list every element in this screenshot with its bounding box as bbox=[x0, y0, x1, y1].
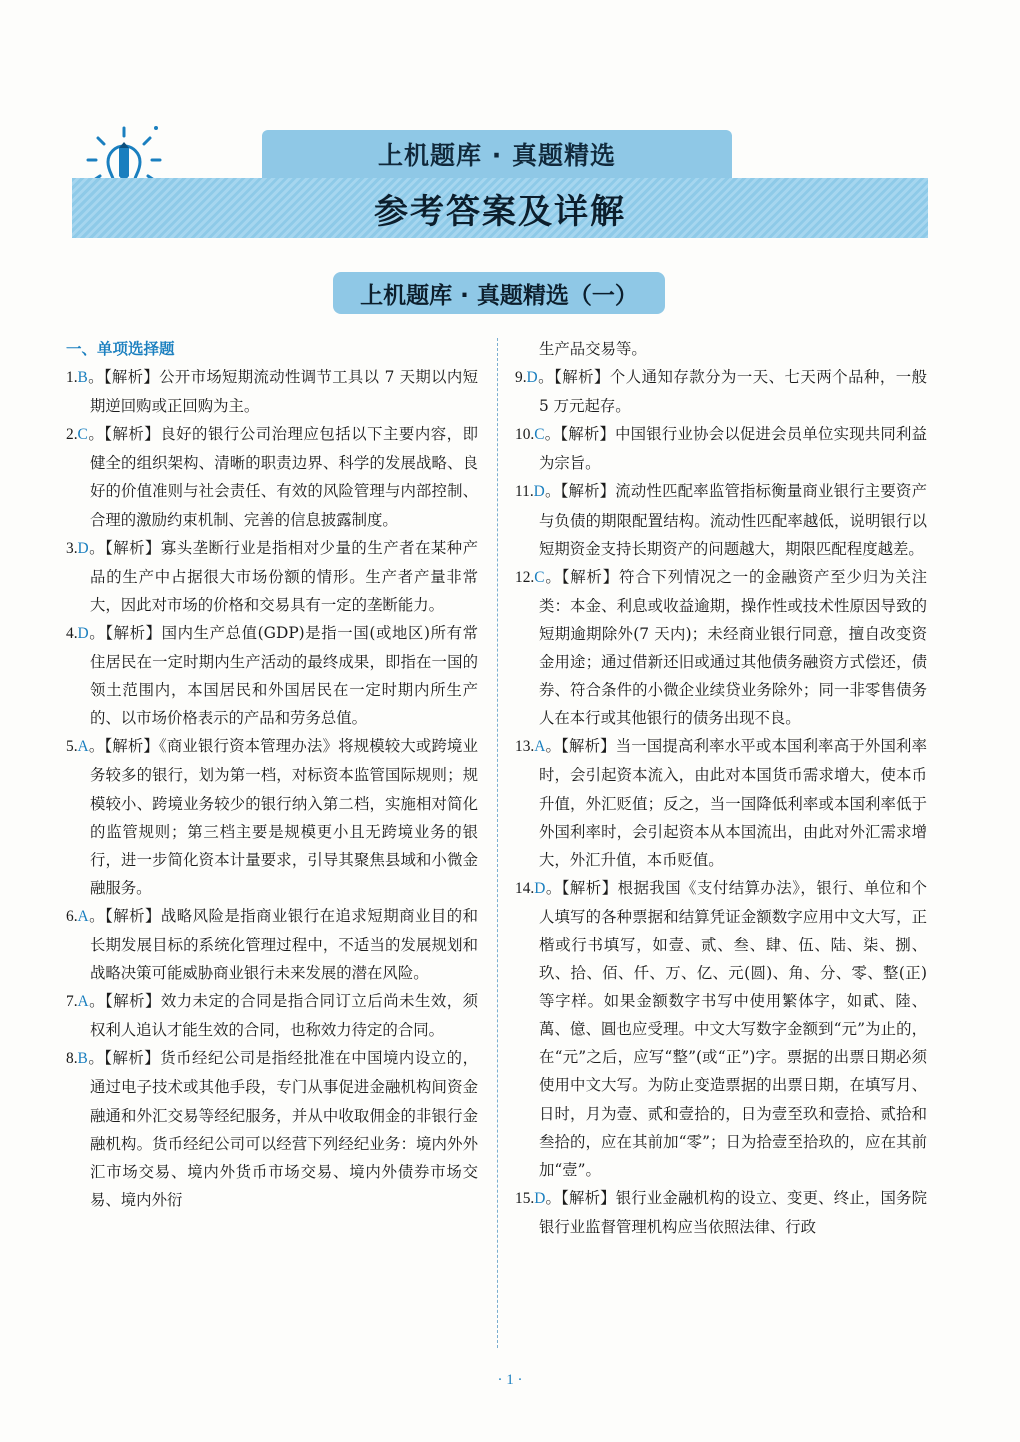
answer-letter: A bbox=[534, 738, 546, 756]
answer-item-10: 10.C。【解析】中国银行业协会以促进会员单位实现共同利益为宗旨。 bbox=[515, 425, 927, 473]
answer-item-11: 11.D。【解析】流动性匹配率监管指标衡量商业银行主要资产与负债的期限配置结构。流动性匹配率越低，说明银行以短期资金支持长期资产的问题越大，期限匹配程度越差。 bbox=[515, 482, 927, 558]
explanation-text: 。【解析】战略风险是指商业银行在追求短期商业目的和长期发展目标的系统化管理过程中，不适当的发展规划和战略决策可能威胁商业银行未来发展的潜在风险。 bbox=[88, 906, 478, 983]
explanation-text: 。【解析】中国银行业协会以促进会员单位实现共同利益为宗旨。 bbox=[539, 425, 927, 473]
answer-item-13: 13.A。【解析】当一国提高利率水平或本国利率高于外国利率时，会引起资本流入，由此对本国货币需求增大，使本币升值，外汇贬值；反之，当一国降低利率或本国利率低于外国利率时，会引起资本从本国流出，由此对外汇需求增大，外汇升值，本币贬值。 bbox=[515, 737, 927, 869]
answer-letter: D bbox=[526, 369, 538, 387]
answer-letter: A bbox=[77, 907, 89, 925]
answer-letter: D bbox=[77, 539, 89, 557]
answer-letter: B bbox=[77, 369, 88, 387]
explanation-text: 。【解析】公开市场短期流动性调节工具以 7 天期以内短期逆回购或正回购为主。 bbox=[87, 368, 478, 416]
banner-title bbox=[72, 178, 928, 238]
answer-item-9: 9.D。【解析】个人通知存款分为一天、七天两个品种，一般 5 万元起存。 bbox=[515, 368, 927, 416]
answer-letter: A bbox=[77, 993, 89, 1011]
answer-item-15: 15.D。【解析】银行业金融机构的设立、变更、终止，国务院银行业监督管理机构应当依照法律、行政 bbox=[515, 1188, 927, 1236]
banner-subtitle-text: 上机题库 · 真题精选 bbox=[378, 141, 616, 170]
answer-item-2: 2.C。【解析】良好的银行公司治理应包括以下主要内容，即健全的组织架构、清晰的职责边界、科学的发展战略、良好的价值准则与社会责任、有效的风险管理与内部控制、合理的激励约束机制、完善的信息披露制度。 bbox=[66, 425, 478, 529]
answer-item-8: 8.B。【解析】货币经纪公司是指经批准在中国境内设立的，通过电子技术或其他手段，专门从事促进金融机构间资金融通和外汇交易等经纪服务，并从中收取佣金的非银行金融机构。货币经纪公司可以经营下列经纪业务：境内外外汇市场交易、境内外货币市场交易、境内外债券市场交易、境内外衍 bbox=[66, 1049, 478, 1209]
column-divider bbox=[497, 338, 498, 1348]
answer-item-1: 1.B。【解析】公开市场短期流动性调节工具以 7 天期以内短期逆回购或正回购为主。 bbox=[66, 368, 478, 416]
answer-letter: D bbox=[77, 624, 89, 642]
answer-letter: B bbox=[77, 1050, 88, 1068]
answer-letter: C bbox=[77, 426, 88, 444]
right-column bbox=[515, 335, 927, 1241]
explanation-text: 。【解析】国内生产总值(GDP)是指一国(或地区)所有常住居民在一定时期内生产活动的最终成果，即指在一国的领土范围内，本国居民和外国居民在一定时期内所生产的、以市场价格表示的产品和劳务总值。 bbox=[88, 623, 478, 728]
answer-item-14: 14.D。【解析】根据我国《支付结算办法》，银行、单位和个人填写的各种票据和结算凭证金额数字应用中文大写，正楷或行书填写，如壹、贰、叁、肆、伍、陆、柒、捌、玖、拾、佰、仟、万、亿、元(圆)、角、分、零、整(正)等字样。如果金额数字书写中使用繁体字，如貳、陸、萬、億、圓也应受理。中文大写数字金额到“元”为止的，在“元”之后，应写“整”(或“正”)字。票据的出票日期必须使用中文大写。为防止变造票据的出票日期，在填写月、日时，月为壹、贰和壹拾的，日为壹至玖和壹拾、贰拾和叁拾的，应在其前加“零”；日为拾壹至拾玖的，应在其前加“壹”。 bbox=[515, 878, 927, 1179]
section-title-text: 上机题库 · 真题精选（一） bbox=[360, 282, 638, 309]
explanation-text: 。【解析】符合下列情况之一的金融资产至少归为关注类：本金、利息或收益逾期，操作性或技术性原因导致的短期逾期除外(7 天内)；未经商业银行同意，擅自改变资金用途；通过借新还旧或通过其他债务融资方式偿还，债券、符合条件的小微企业续贷业务除外；同一非零售债务人在本行或其他银行的债务出现不良。 bbox=[539, 567, 927, 728]
answer-item-6: 6.A。【解析】战略风险是指商业银行在追求短期商业目的和长期发展目标的系统化管理过程中，不适当的发展规划和战略决策可能威胁商业银行未来发展的潜在风险。 bbox=[66, 906, 478, 983]
explanation-text: 。【解析】货币经纪公司是指经批准在中国境内设立的，通过电子技术或其他手段，专门从事促进金融机构间资金融通和外汇交易等经纪服务，并从中收取佣金的非银行金融机构。货币经纪公司可以经营下列经纪业务：境内外外汇市场交易、境内外货币市场交易、境内外债券市场交易、境内外衍 bbox=[87, 1049, 478, 1209]
section-title bbox=[333, 272, 665, 314]
answer-letter: D bbox=[534, 879, 546, 897]
answer-letter: D bbox=[534, 1189, 546, 1207]
banner-subtitle bbox=[262, 130, 732, 178]
answer-item-7: 7.A。【解析】效力未定的合同是指合同订立后尚未生效，须权利人追认才能生效的合同，也称效力待定的合同。 bbox=[66, 992, 478, 1040]
explanation-text: 。【解析】流动性匹配率监管指标衡量商业银行主要资产与负债的期限配置结构。流动性匹配率越低，说明银行以短期资金支持长期资产的问题越大，期限匹配程度越差。 bbox=[539, 482, 927, 558]
explanation-text: 。【解析】良好的银行公司治理应包括以下主要内容，即健全的组织架构、清晰的职责边界、科学的发展战略、良好的价值准则与社会责任、有效的风险管理与内部控制、合理的激励约束机制、完善的信息披露制度。 bbox=[87, 425, 478, 529]
explanation-text: 。【解析】个人通知存款分为一天、七天两个品种，一般 5 万元起存。 bbox=[537, 368, 927, 416]
explanation-text: 。【解析】《商业银行资本管理办法》将规模较大或跨境业务较多的银行，划为第一档，对标资本监管国际规则；规模较小、跨境业务较少的银行纳入第二档，实施相对简化的监管规则；第三档主要是规模更小且无跨境业务的银行，进一步简化资本计量要求，引导其聚焦县域和小微金融服务。 bbox=[88, 737, 478, 897]
answer-item-4: 4.D。【解析】国内生产总值(GDP)是指一国(或地区)所有常住居民在一定时期内生产活动的最终成果，即指在一国的领土范围内，本国居民和外国居民在一定时期内所生产的、以市场价格表示的产品和劳务总值。 bbox=[66, 623, 478, 728]
explanation-text: 。【解析】银行业金融机构的设立、变更、终止，国务院银行业监督管理机构应当依照法律、行政 bbox=[539, 1188, 927, 1236]
explanation-text: 。【解析】根据我国《支付结算办法》，银行、单位和个人填写的各种票据和结算凭证金额数字应用中文大写，正楷或行书填写，如壹、贰、叁、肆、伍、陆、柒、捌、玖、拾、佰、仟、万、亿、元(圆)、角、分、零、整(正)等字样。如果金额数字书写中使用繁体字，如貳、陸、萬、億、圓也应受理。中文大写数字金额到“元”为止的，在“元”之后，应写“整”(或“正”)字。票据的出票日期必须使用中文大写。为防止变造票据的出票日期，在填写月、日时，月为壹、贰和壹拾的，日为壹至玖和壹拾、贰拾和叁拾的，应在其前加“零”；日为拾壹至拾玖的，应在其前加“壹”。 bbox=[539, 878, 927, 1179]
answer-letter: C bbox=[534, 568, 545, 586]
answer-item-12: 12.C。【解析】符合下列情况之一的金融资产至少归为关注类：本金、利息或收益逾期，操作性或技术性原因导致的短期逾期除外(7 天内)；未经商业银行同意，擅自改变资金用途；通过借新还旧或通过其他债务融资方式偿还，债券、符合条件的小微企业续贷业务除外；同一非零售债务人在本行或其他银行的债务出现不良。 bbox=[515, 567, 927, 728]
continued-text: 生产品交易等。 bbox=[539, 340, 647, 358]
left-column bbox=[66, 335, 478, 1214]
question-type-heading: 一、单项选择题 bbox=[66, 340, 175, 358]
answer-item-3: 3.D。【解析】寡头垄断行业是指相对少量的生产者在某种产品的生产中占据很大市场份额的情形。生产者产量非常大，因此对市场的价格和交易具有一定的垄断能力。 bbox=[66, 538, 478, 614]
banner-title-text: 参考答案及详解 bbox=[374, 191, 626, 232]
answer-letter: C bbox=[534, 426, 545, 444]
answer-letter: D bbox=[533, 483, 545, 501]
explanation-text: 。【解析】效力未定的合同是指合同订立后尚未生效，须权利人追认才能生效的合同，也称效力待定的合同。 bbox=[88, 992, 478, 1040]
explanation-text: 。【解析】当一国提高利率水平或本国利率高于外国利率时，会引起资本流入，由此对本国货币需求增大，使本币升值，外汇贬值；反之，当一国降低利率或本国利率低于外国利率时，会引起资本从本国流出，由此对外汇需求增大，外汇升值，本币贬值。 bbox=[539, 737, 927, 869]
explanation-text: 。【解析】寡头垄断行业是指相对少量的生产者在某种产品的生产中占据很大市场份额的情形。生产者产量非常大，因此对市场的价格和交易具有一定的垄断能力。 bbox=[88, 538, 478, 614]
answer-letter: A bbox=[77, 738, 89, 756]
page-number: · 1 · bbox=[497, 1372, 523, 1388]
answer-item-5: 5.A。【解析】《商业银行资本管理办法》将规模较大或跨境业务较多的银行，划为第一档，对标资本监管国际规则；规模较小、跨境业务较少的银行纳入第二档，实施相对简化的监管规则；第三档主要是规模更小且无跨境业务的银行，进一步简化资本计量要求，引导其聚焦县域和小微金融服务。 bbox=[66, 737, 478, 897]
